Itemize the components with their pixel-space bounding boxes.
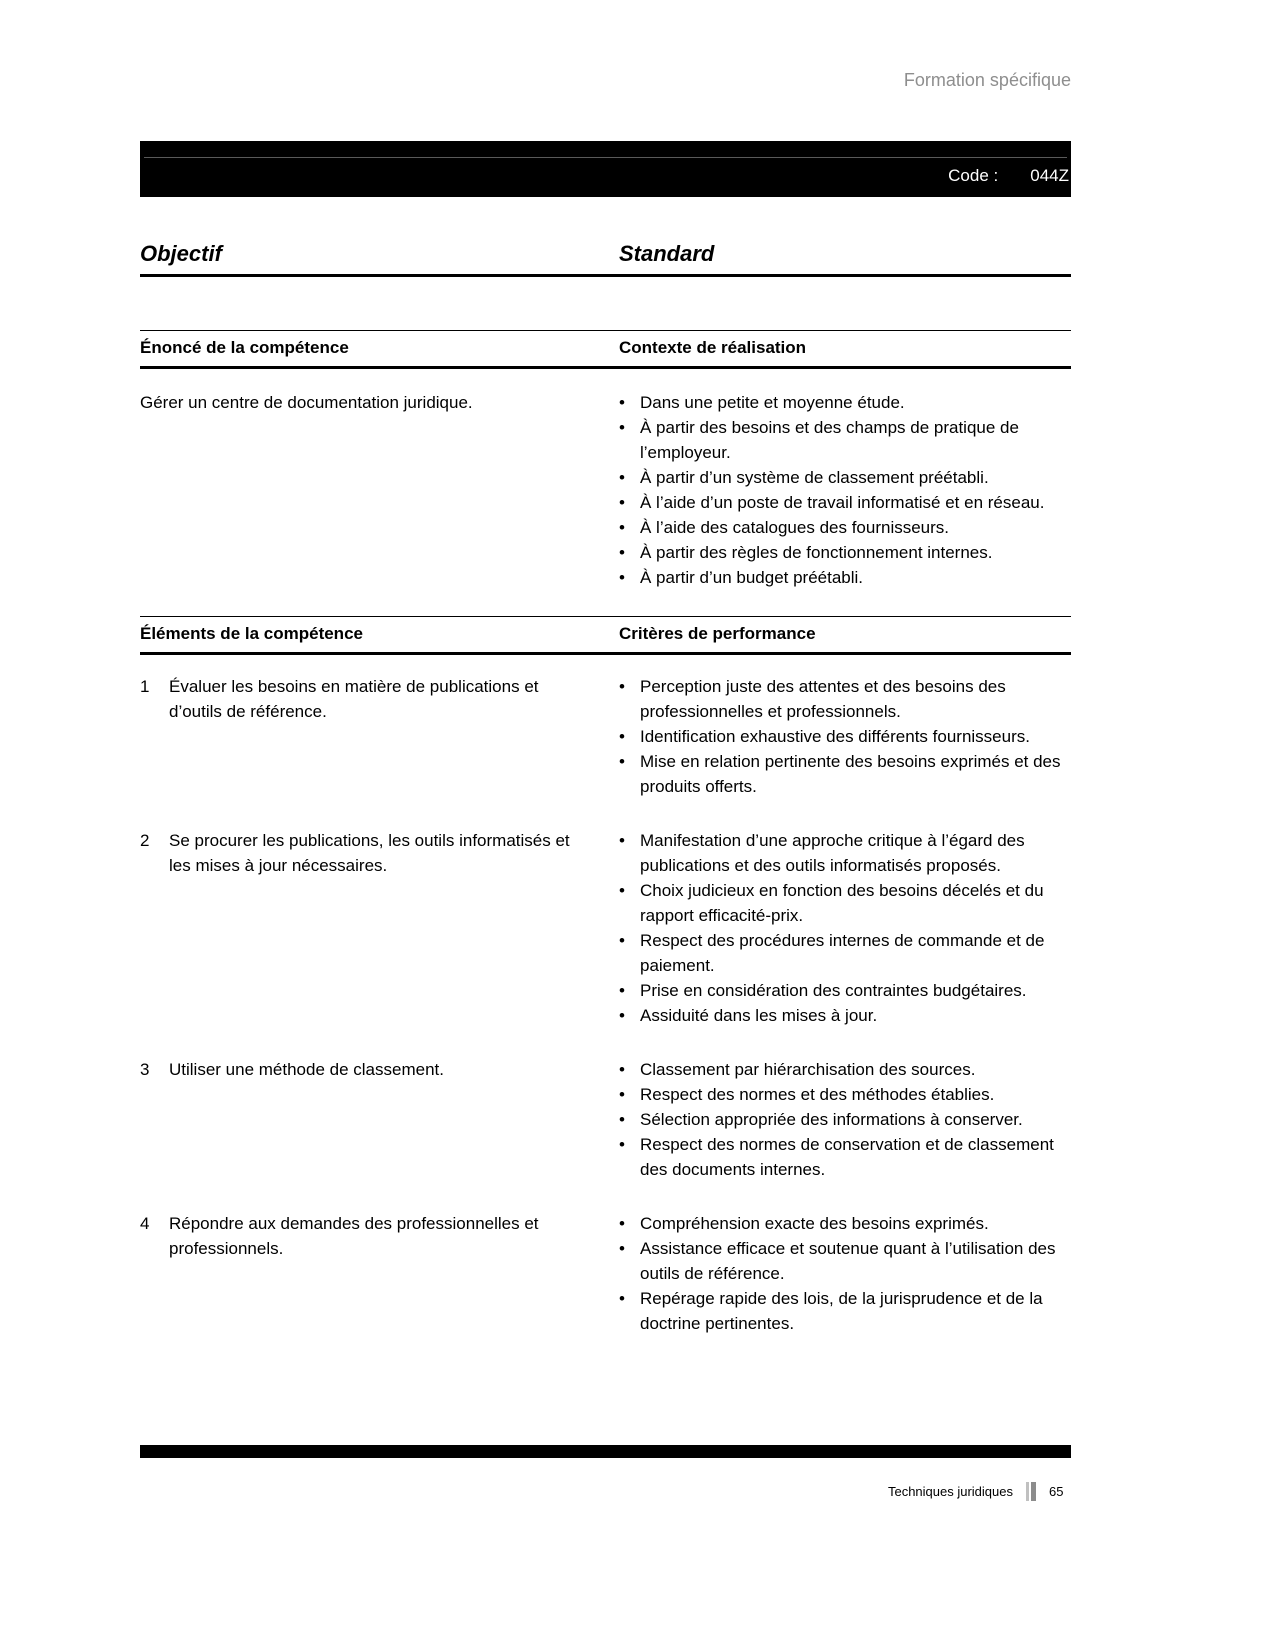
list-item: • Choix judicieux en fonction des besoins décelés et du rapport efficacité-prix. bbox=[619, 878, 1071, 928]
code-bar-divider bbox=[144, 157, 1067, 158]
bullet-dot-icon: • bbox=[619, 727, 625, 746]
element-row-3 bbox=[140, 1057, 1071, 1182]
element-statement bbox=[140, 674, 580, 799]
section1-left-header: Énoncé de la compétence bbox=[140, 338, 349, 357]
bullet-dot-icon: • bbox=[619, 468, 625, 487]
bullet-dot-icon: • bbox=[619, 1110, 625, 1129]
bullet-dot-icon: • bbox=[619, 831, 625, 850]
bullet-dot-icon: • bbox=[619, 543, 625, 562]
running-header: Formation spécifique bbox=[903, 70, 1071, 90]
contexte-bullet-list bbox=[619, 390, 1071, 590]
element-row-1 bbox=[140, 674, 1071, 799]
bullet-dot-icon: • bbox=[619, 1289, 625, 1308]
list-item: • À partir des besoins et des champs de pratique de l’employeur. bbox=[619, 415, 1071, 465]
section1-right-header: Contexte de réalisation bbox=[619, 338, 807, 357]
list-item: • Compréhension exacte des besoins exprimés. bbox=[619, 1211, 1071, 1236]
list-item: • Perception juste des attentes et des besoins des professionnelles et professionnels. bbox=[619, 674, 1071, 724]
bullet-dot-icon: • bbox=[619, 1239, 625, 1258]
list-item: • Prise en considération des contraintes budgétaires. bbox=[619, 978, 1071, 1003]
code-value: 044Z bbox=[1030, 166, 1069, 185]
element-number: 4 bbox=[140, 1214, 150, 1233]
list-item: • À l’aide d’un poste de travail informatisé et en réseau. bbox=[619, 490, 1071, 515]
list-item: • Respect des normes et des méthodes établies. bbox=[619, 1082, 1071, 1107]
bullet-dot-icon: • bbox=[619, 881, 625, 900]
element-row-2 bbox=[140, 828, 1071, 1028]
list-item: • À partir des règles de fonctionnement internes. bbox=[619, 540, 1071, 565]
bullet-dot-icon: • bbox=[619, 931, 625, 950]
bullet-dot-icon: • bbox=[619, 1060, 625, 1079]
bullet-dot-icon: • bbox=[619, 418, 625, 437]
code-label: Code : bbox=[948, 166, 999, 185]
main-content bbox=[140, 330, 1071, 1336]
list-item: • Mise en relation pertinente des besoins exprimés et des produits offerts. bbox=[619, 749, 1071, 799]
bullet-dot-icon: • bbox=[619, 568, 625, 587]
element-text: Répondre aux demandes des professionnelles et professionnels. bbox=[169, 1214, 539, 1258]
list-item: • Manifestation d’une approche critique à l’égard des publications et des outils informatisés proposés. bbox=[619, 828, 1071, 878]
bullet-dot-icon: • bbox=[619, 393, 625, 412]
bullet-dot-icon: • bbox=[619, 1214, 625, 1233]
bullet-dot-icon: • bbox=[619, 677, 625, 696]
element-row-4 bbox=[140, 1211, 1071, 1336]
section2-right-header: Critères de performance bbox=[619, 624, 816, 643]
bullet-dot-icon: • bbox=[619, 752, 625, 771]
standard-title: Standard bbox=[619, 241, 715, 266]
element-text: Évaluer les besoins en matière de publications et d’outils de référence. bbox=[169, 677, 539, 721]
footer-program-label: Techniques juridiques bbox=[887, 1484, 1013, 1499]
bullet-dot-icon: • bbox=[619, 518, 625, 537]
criteria-bullet-list bbox=[619, 1057, 1071, 1182]
bullet-dot-icon: • bbox=[619, 981, 625, 1000]
list-item: • À l’aide des catalogues des fournisseurs. bbox=[619, 515, 1071, 540]
code-bar bbox=[140, 141, 1071, 197]
bullet-dot-icon: • bbox=[619, 1085, 625, 1104]
objectif-title: Objectif bbox=[140, 241, 222, 266]
element-number: 3 bbox=[140, 1060, 150, 1079]
section1-header-row bbox=[140, 330, 1071, 369]
criteria-bullet-list bbox=[619, 674, 1071, 799]
bullet-dot-icon: • bbox=[619, 1135, 625, 1154]
section2-left-header: Éléments de la compétence bbox=[140, 624, 363, 643]
element-text: Utiliser une méthode de classement. bbox=[169, 1060, 444, 1079]
element-number: 2 bbox=[140, 831, 150, 850]
criteria-bullet-list bbox=[619, 1211, 1071, 1336]
element-text: Se procurer les publications, les outils informatisés et les mises à jour nécessaires. bbox=[169, 831, 570, 875]
column-titles bbox=[140, 241, 1071, 277]
element-statement bbox=[140, 828, 580, 1028]
list-item: • À partir d’un système de classement préétabli. bbox=[619, 465, 1071, 490]
list-item: • Respect des procédures internes de commande et de paiement. bbox=[619, 928, 1071, 978]
bullet-dot-icon: • bbox=[619, 493, 625, 512]
list-item: • Assistance efficace et soutenue quant à l’utilisation des outils de référence. bbox=[619, 1236, 1071, 1286]
footer-rule bbox=[140, 1445, 1071, 1458]
list-item: • Respect des normes de conservation et de classement des documents internes. bbox=[619, 1132, 1071, 1182]
footer-divider-icon bbox=[1026, 1482, 1036, 1501]
list-item: • Assiduité dans les mises à jour. bbox=[619, 1003, 1071, 1028]
section2-header-row bbox=[140, 616, 1071, 655]
element-statement bbox=[140, 1211, 580, 1336]
criteria-bullet-list bbox=[619, 828, 1071, 1028]
list-item: • Classement par hiérarchisation des sources. bbox=[619, 1057, 1071, 1082]
element-number: 1 bbox=[140, 677, 150, 696]
competence-statement-row bbox=[140, 390, 1071, 590]
list-item: • Sélection appropriée des informations à conserver. bbox=[619, 1107, 1071, 1132]
footer bbox=[140, 1482, 1071, 1501]
list-item: • Repérage rapide des lois, de la jurisprudence et de la doctrine pertinentes. bbox=[619, 1286, 1071, 1336]
list-item: • Dans une petite et moyenne étude. bbox=[619, 390, 1071, 415]
page-number: 65 bbox=[1049, 1484, 1064, 1499]
list-item: • Identification exhaustive des différents fournisseurs. bbox=[619, 724, 1071, 749]
competence-statement: Gérer un centre de documentation juridique. bbox=[140, 393, 473, 412]
element-statement bbox=[140, 1057, 580, 1182]
list-item: • À partir d’un budget préétabli. bbox=[619, 565, 1071, 590]
bullet-dot-icon: • bbox=[619, 1006, 625, 1025]
